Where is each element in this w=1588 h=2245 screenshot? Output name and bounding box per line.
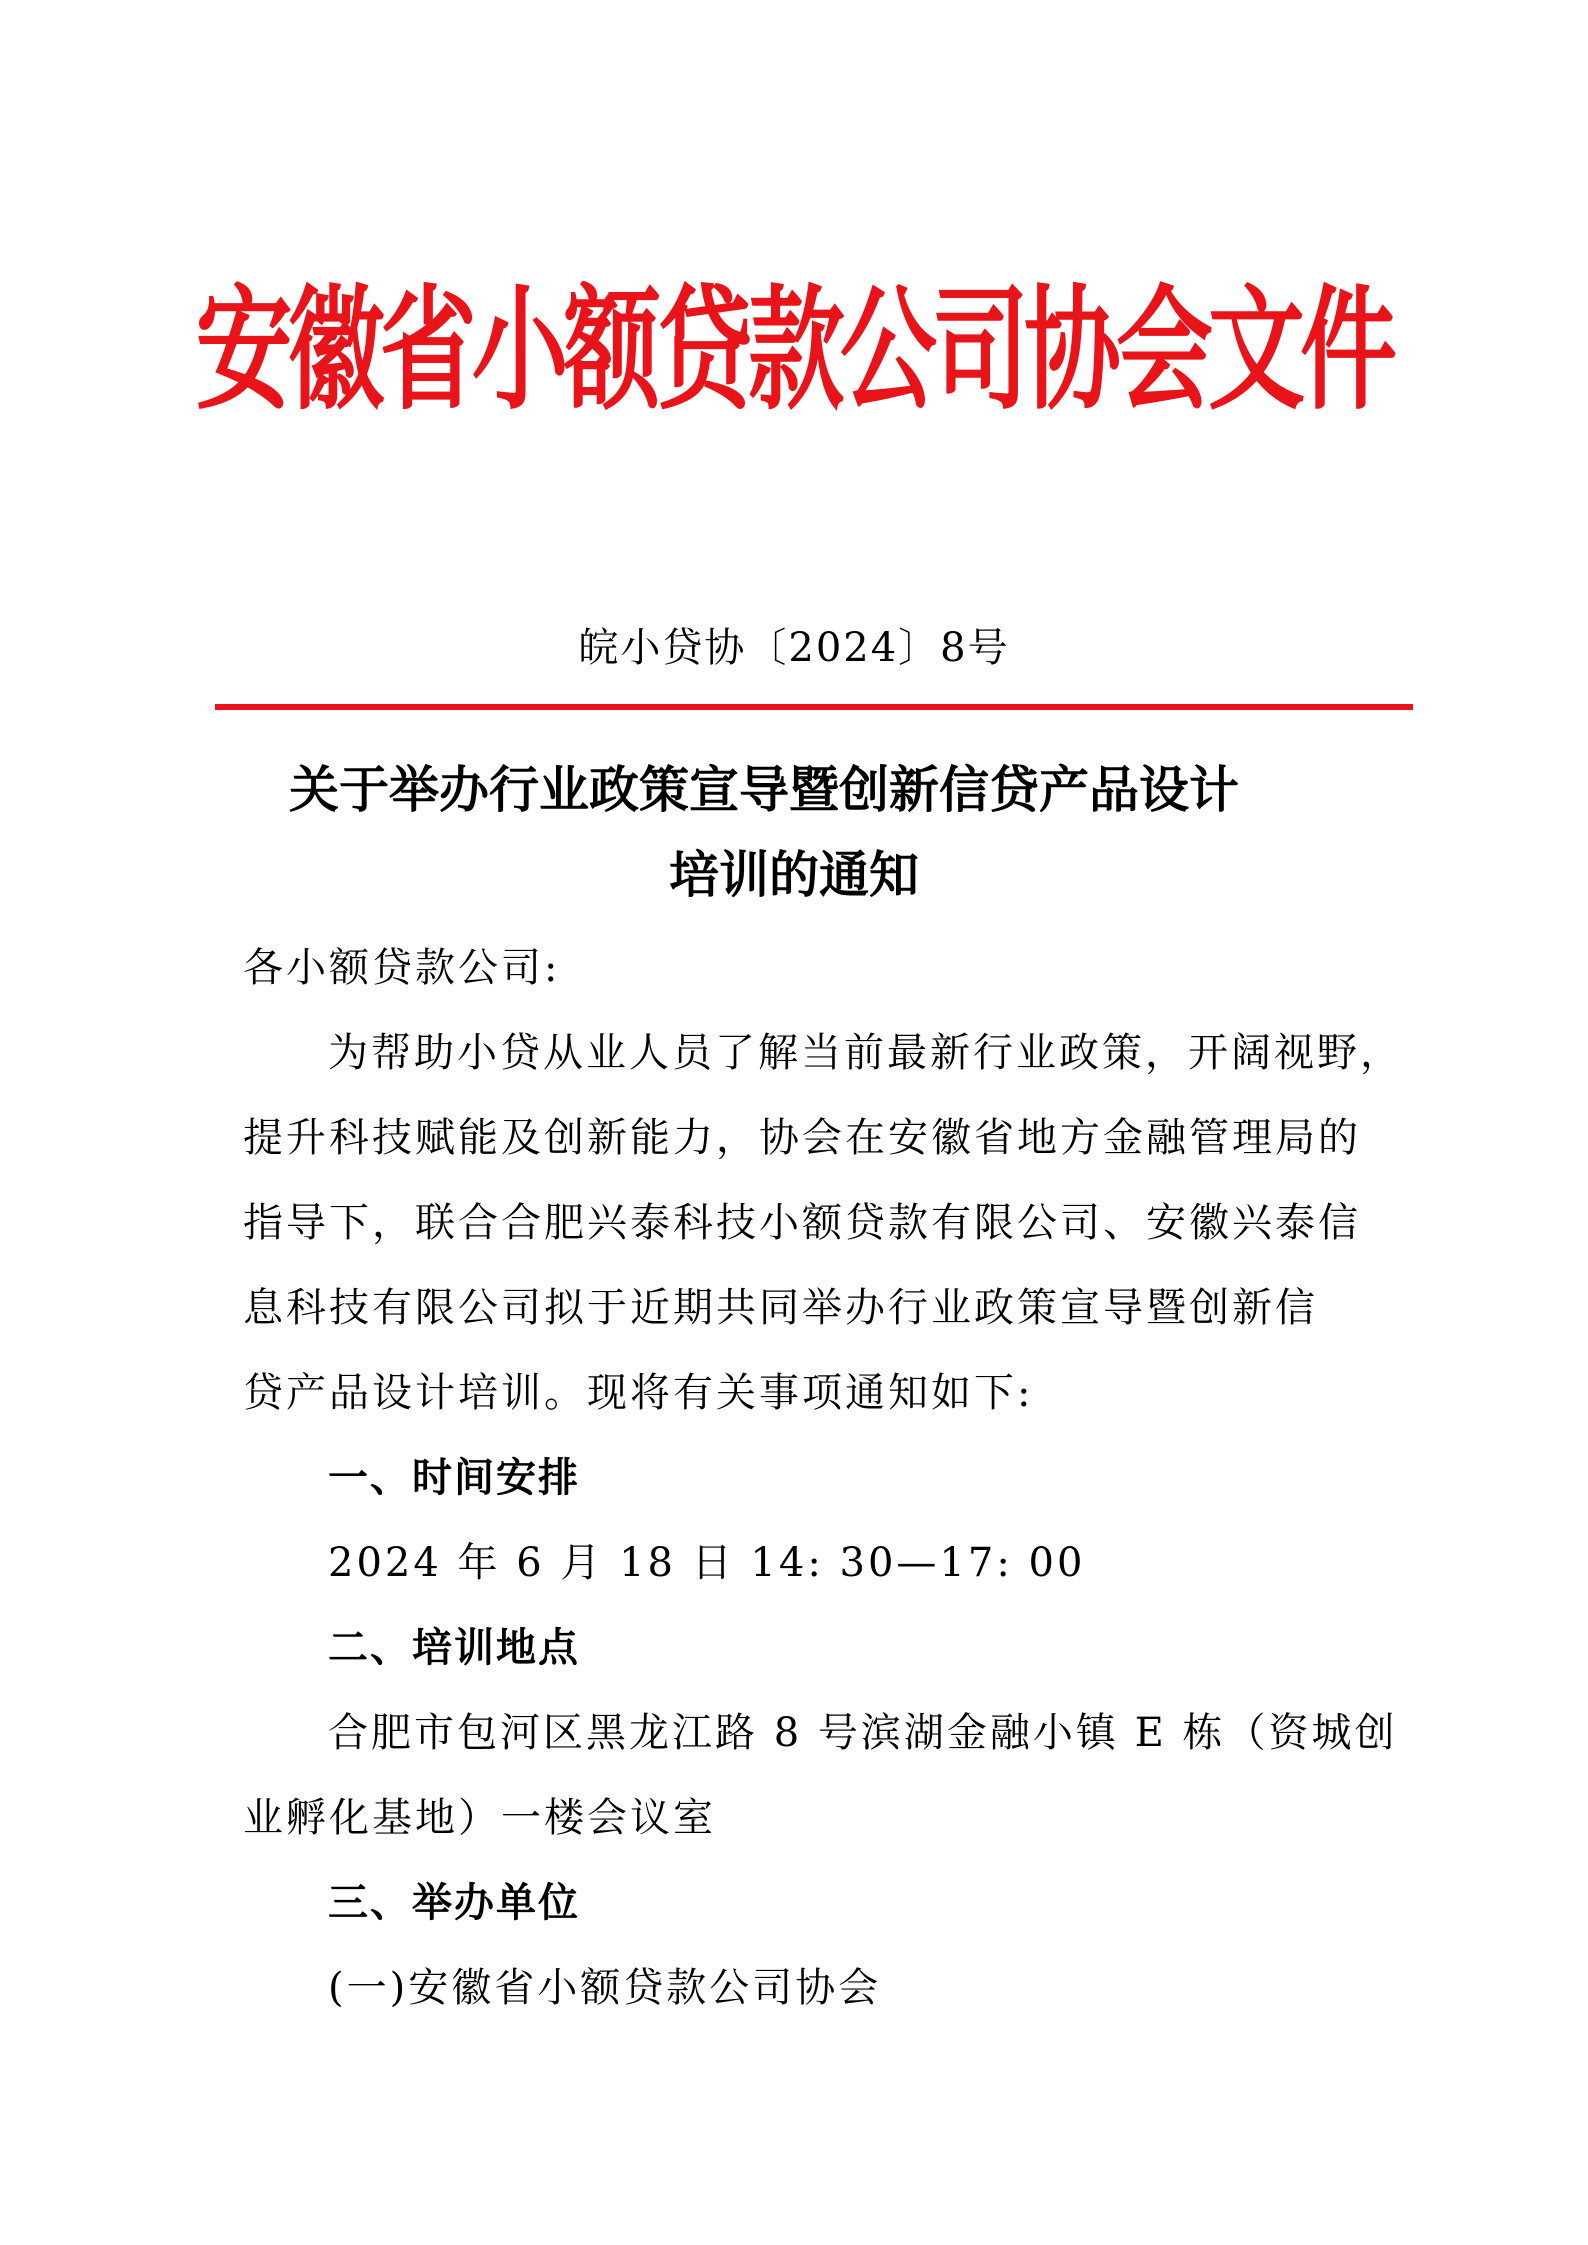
section-heading-time: 一、时间安排 xyxy=(328,1455,580,1501)
intro-line: 贷产品设计培训。现将有关事项通知如下: xyxy=(243,1370,1034,1416)
red-divider-rule xyxy=(215,704,1413,710)
intro-line: 指导下，联合合肥兴泰科技小额贷款有限公司、安徽兴泰信 xyxy=(243,1200,1361,1246)
section-heading-organizers: 三、举办单位 xyxy=(328,1880,580,1926)
notice-title-line-2: 培训的通知 xyxy=(669,845,919,904)
intro-line: 为帮助小贷从业人员了解当前最新行业政策，开阔视野， xyxy=(328,1030,1403,1076)
organizer-item: (一)安徽省小额贷款公司协会 xyxy=(328,1965,882,2011)
salutation: 各小额贷款公司: xyxy=(243,945,561,991)
masthead-title: 安徽省小额贷款公司协会文件 xyxy=(195,272,1393,429)
time-content: 2024 年 6 月 18 日 14: 30—17: 00 xyxy=(328,1540,1086,1586)
location-content-line-1: 合肥市包河区黑龙江路 8 号滨湖金融小镇 E 栋（资城创 xyxy=(328,1710,1398,1756)
intro-line: 息科技有限公司拟于近期共同举办行业政策宣导暨创新信 xyxy=(243,1285,1318,1331)
document-number: 皖小贷协〔2024〕8号 xyxy=(578,625,1010,671)
intro-line: 提升科技赋能及创新能力，协会在安徽省地方金融管理局的 xyxy=(243,1115,1361,1161)
location-content-line-2: 业孵化基地）一楼会议室 xyxy=(243,1795,716,1841)
notice-title-line-1: 关于举办行业政策宣导暨创新信贷产品设计 xyxy=(289,760,1239,819)
section-heading-location: 二、培训地点 xyxy=(328,1625,580,1671)
